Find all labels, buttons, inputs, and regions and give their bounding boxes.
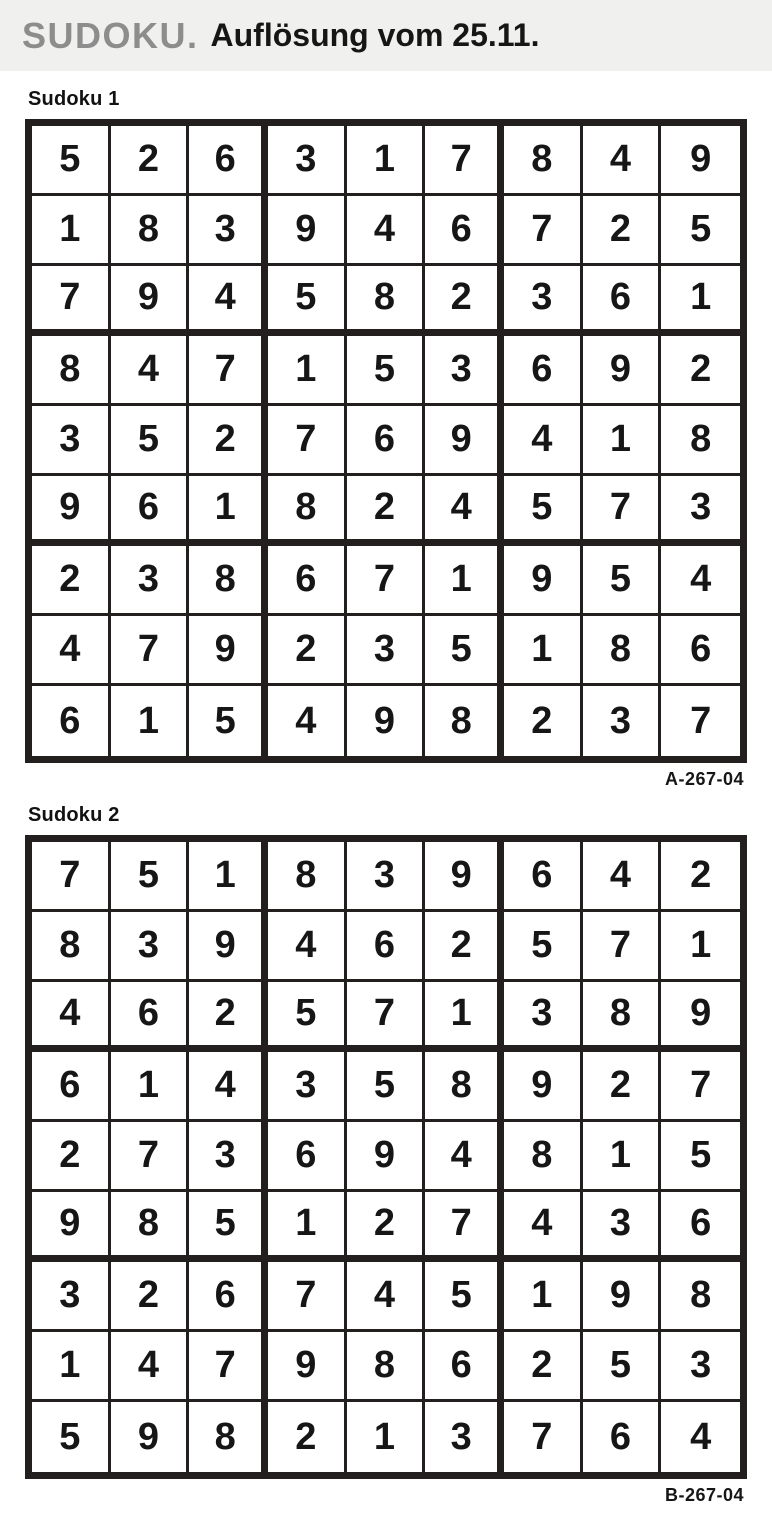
puzzle-code-1: A-267-04 <box>664 769 744 789</box>
sudoku-cell: 9 <box>32 1192 111 1262</box>
sudoku-cell: 2 <box>32 546 111 616</box>
grid-wrapper-1 <box>22 119 750 763</box>
sudoku-cell: 6 <box>347 912 426 982</box>
sudoku-cell: 1 <box>111 1052 190 1122</box>
sudoku-cell: 1 <box>583 1122 662 1192</box>
sudoku-cell: 7 <box>347 546 426 616</box>
sudoku-cell: 8 <box>268 842 347 912</box>
sudoku-cell: 8 <box>189 1402 268 1472</box>
sudoku-cell: 2 <box>347 1192 426 1262</box>
sudoku-cell: 1 <box>661 266 740 336</box>
sudoku-cell: 5 <box>268 982 347 1052</box>
sudoku-cell: 5 <box>504 912 583 982</box>
sudoku-cell: 5 <box>268 266 347 336</box>
sudoku-cell: 3 <box>189 1122 268 1192</box>
sudoku-cell: 2 <box>583 1052 662 1122</box>
sudoku-cell: 3 <box>583 1192 662 1262</box>
page-header <box>0 0 772 74</box>
sudoku-grid-2 <box>25 835 747 1479</box>
sudoku-cell: 5 <box>504 476 583 546</box>
sudoku-cell: 9 <box>583 336 662 406</box>
sudoku-cell: 9 <box>661 126 740 196</box>
sudoku-cell: 4 <box>661 1402 740 1472</box>
sudoku-cell: 6 <box>268 546 347 616</box>
sudoku-cell: 5 <box>661 196 740 266</box>
sudoku-cell: 5 <box>32 1402 111 1472</box>
sudoku-cell: 5 <box>661 1122 740 1192</box>
sudoku-cell: 7 <box>111 1122 190 1192</box>
sudoku-cell: 1 <box>189 842 268 912</box>
sudoku-cell: 4 <box>32 982 111 1052</box>
sudoku-cell: 8 <box>111 1192 190 1262</box>
sudoku-cell: 2 <box>504 1332 583 1402</box>
sudoku-cell: 4 <box>189 266 268 336</box>
sudoku-cell: 3 <box>583 686 662 756</box>
sudoku-cell: 8 <box>425 1052 504 1122</box>
sudoku-cell: 7 <box>425 1192 504 1262</box>
sudoku-cell: 4 <box>111 1332 190 1402</box>
sudoku-cell: 8 <box>425 686 504 756</box>
puzzle-section-1 <box>0 88 772 790</box>
sudoku-cell: 3 <box>425 336 504 406</box>
sudoku-cell: 8 <box>583 982 662 1052</box>
sudoku-cell: 1 <box>347 126 426 196</box>
sudoku-cell: 6 <box>111 476 190 546</box>
sudoku-cell: 5 <box>583 546 662 616</box>
sudoku-cell: 2 <box>268 1402 347 1472</box>
sudoku-cell: 6 <box>504 842 583 912</box>
sudoku-cell: 4 <box>661 546 740 616</box>
sudoku-cell: 4 <box>268 686 347 756</box>
sudoku-cell: 6 <box>32 686 111 756</box>
sudoku-cell: 8 <box>504 1122 583 1192</box>
page-subtitle: Auflösung vom 25.11. <box>210 17 540 53</box>
sudoku-cell: 1 <box>111 686 190 756</box>
sudoku-cell: 9 <box>425 842 504 912</box>
sudoku-cell: 4 <box>347 1262 426 1332</box>
grid-wrapper-2 <box>22 835 750 1479</box>
sudoku-cell: 5 <box>347 1052 426 1122</box>
sudoku-cell: 7 <box>189 1332 268 1402</box>
sudoku-cell: 7 <box>268 406 347 476</box>
puzzle-title-2: Sudoku 2 <box>28 804 120 826</box>
sudoku-cell: 2 <box>425 912 504 982</box>
sudoku-cell: 7 <box>268 1262 347 1332</box>
sudoku-cell: 8 <box>504 126 583 196</box>
sudoku-cell: 4 <box>268 912 347 982</box>
sudoku-cell: 2 <box>268 616 347 686</box>
sudoku-cell: 7 <box>32 266 111 336</box>
sudoku-cell: 6 <box>504 336 583 406</box>
sudoku-cell: 1 <box>504 616 583 686</box>
sudoku-cell: 3 <box>504 982 583 1052</box>
sudoku-cell: 7 <box>583 476 662 546</box>
sudoku-cell: 9 <box>32 476 111 546</box>
sudoku-cell: 4 <box>32 616 111 686</box>
sudoku-cell: 4 <box>583 126 662 196</box>
sudoku-cell: 3 <box>504 266 583 336</box>
sudoku-cell: 9 <box>504 1052 583 1122</box>
sudoku-cell: 7 <box>425 126 504 196</box>
sudoku-cell: 1 <box>425 546 504 616</box>
sudoku-cell: 6 <box>189 126 268 196</box>
sudoku-cell: 3 <box>189 196 268 266</box>
sudoku-cell: 7 <box>189 336 268 406</box>
sudoku-cell: 6 <box>425 1332 504 1402</box>
sudoku-cell: 8 <box>32 336 111 406</box>
sudoku-cell: 1 <box>268 1192 347 1262</box>
sudoku-cell: 5 <box>347 336 426 406</box>
sudoku-cell: 3 <box>268 1052 347 1122</box>
sudoku-cell: 2 <box>661 336 740 406</box>
sudoku-cell: 3 <box>111 546 190 616</box>
sudoku-cell: 7 <box>504 196 583 266</box>
sudoku-cell: 7 <box>32 842 111 912</box>
sudoku-cell: 2 <box>583 196 662 266</box>
sudoku-cell: 5 <box>425 616 504 686</box>
sudoku-cell: 6 <box>661 1192 740 1262</box>
sudoku-cell: 1 <box>268 336 347 406</box>
sudoku-cell: 8 <box>661 406 740 476</box>
sudoku-cell: 7 <box>347 982 426 1052</box>
puzzle-title-1: Sudoku 1 <box>28 88 120 110</box>
sudoku-cell: 1 <box>32 1332 111 1402</box>
sudoku-cell: 3 <box>268 126 347 196</box>
sudoku-cell: 5 <box>111 842 190 912</box>
sudoku-cell: 2 <box>347 476 426 546</box>
sudoku-cell: 4 <box>583 842 662 912</box>
sudoku-cell: 9 <box>189 616 268 686</box>
sudoku-cell: 3 <box>661 476 740 546</box>
sudoku-cell: 6 <box>347 406 426 476</box>
sudoku-cell: 4 <box>425 1122 504 1192</box>
sudoku-cell: 6 <box>111 982 190 1052</box>
sudoku-cell: 9 <box>347 1122 426 1192</box>
sudoku-cell: 7 <box>661 686 740 756</box>
sudoku-cell: 5 <box>111 406 190 476</box>
sudoku-cell: 9 <box>268 1332 347 1402</box>
sudoku-cell: 8 <box>189 546 268 616</box>
sudoku-cell: 4 <box>347 196 426 266</box>
sudoku-cell: 2 <box>425 266 504 336</box>
sudoku-cell: 2 <box>111 1262 190 1332</box>
sudoku-cell: 2 <box>189 982 268 1052</box>
sudoku-cell: 1 <box>347 1402 426 1472</box>
sudoku-cell: 8 <box>583 616 662 686</box>
sudoku-cell: 3 <box>425 1402 504 1472</box>
sudoku-cell: 9 <box>189 912 268 982</box>
sudoku-cell: 6 <box>425 196 504 266</box>
sudoku-cell: 4 <box>111 336 190 406</box>
sudoku-cell: 1 <box>189 476 268 546</box>
sudoku-cell: 8 <box>347 266 426 336</box>
page-title: SUDOKU. <box>22 14 199 56</box>
sudoku-cell: 2 <box>661 842 740 912</box>
sudoku-cell: 2 <box>111 126 190 196</box>
sudoku-cell: 4 <box>189 1052 268 1122</box>
sudoku-cell: 9 <box>111 1402 190 1472</box>
sudoku-cell: 1 <box>583 406 662 476</box>
sudoku-cell: 1 <box>425 982 504 1052</box>
sudoku-cell: 5 <box>189 686 268 756</box>
sudoku-cell: 8 <box>347 1332 426 1402</box>
sudoku-cell: 8 <box>111 196 190 266</box>
sudoku-cell: 6 <box>189 1262 268 1332</box>
sudoku-cell: 9 <box>661 982 740 1052</box>
sudoku-cell: 3 <box>661 1332 740 1402</box>
sudoku-cell: 9 <box>583 1262 662 1332</box>
sudoku-cell: 2 <box>32 1122 111 1192</box>
sudoku-cell: 6 <box>268 1122 347 1192</box>
puzzle-section-2 <box>0 804 772 1506</box>
sudoku-cell: 6 <box>583 266 662 336</box>
sudoku-cell: 5 <box>32 126 111 196</box>
sudoku-cell: 5 <box>583 1332 662 1402</box>
sudoku-cell: 4 <box>504 406 583 476</box>
sudoku-cell: 3 <box>111 912 190 982</box>
sudoku-grid-1 <box>25 119 747 763</box>
sudoku-cell: 1 <box>32 196 111 266</box>
sudoku-cell: 2 <box>504 686 583 756</box>
sudoku-cell: 8 <box>661 1262 740 1332</box>
sudoku-cell: 3 <box>347 842 426 912</box>
sudoku-cell: 7 <box>111 616 190 686</box>
sudoku-cell: 8 <box>268 476 347 546</box>
sudoku-cell: 9 <box>425 406 504 476</box>
sudoku-cell: 4 <box>504 1192 583 1262</box>
sudoku-cell: 7 <box>504 1402 583 1472</box>
sudoku-cell: 2 <box>189 406 268 476</box>
sudoku-cell: 9 <box>268 196 347 266</box>
sudoku-cell: 4 <box>425 476 504 546</box>
sudoku-cell: 8 <box>32 912 111 982</box>
sudoku-cell: 1 <box>504 1262 583 1332</box>
sudoku-cell: 9 <box>504 546 583 616</box>
sudoku-cell: 5 <box>425 1262 504 1332</box>
sudoku-cell: 3 <box>347 616 426 686</box>
sudoku-cell: 3 <box>32 406 111 476</box>
sudoku-cell: 6 <box>583 1402 662 1472</box>
sudoku-cell: 6 <box>32 1052 111 1122</box>
puzzle-code-2: B-267-04 <box>664 1485 744 1505</box>
sudoku-cell: 7 <box>661 1052 740 1122</box>
sudoku-cell: 3 <box>32 1262 111 1332</box>
sudoku-cell: 9 <box>111 266 190 336</box>
sudoku-cell: 6 <box>661 616 740 686</box>
sudoku-cell: 7 <box>583 912 662 982</box>
sudoku-cell: 5 <box>189 1192 268 1262</box>
sudoku-cell: 1 <box>661 912 740 982</box>
sudoku-cell: 9 <box>347 686 426 756</box>
